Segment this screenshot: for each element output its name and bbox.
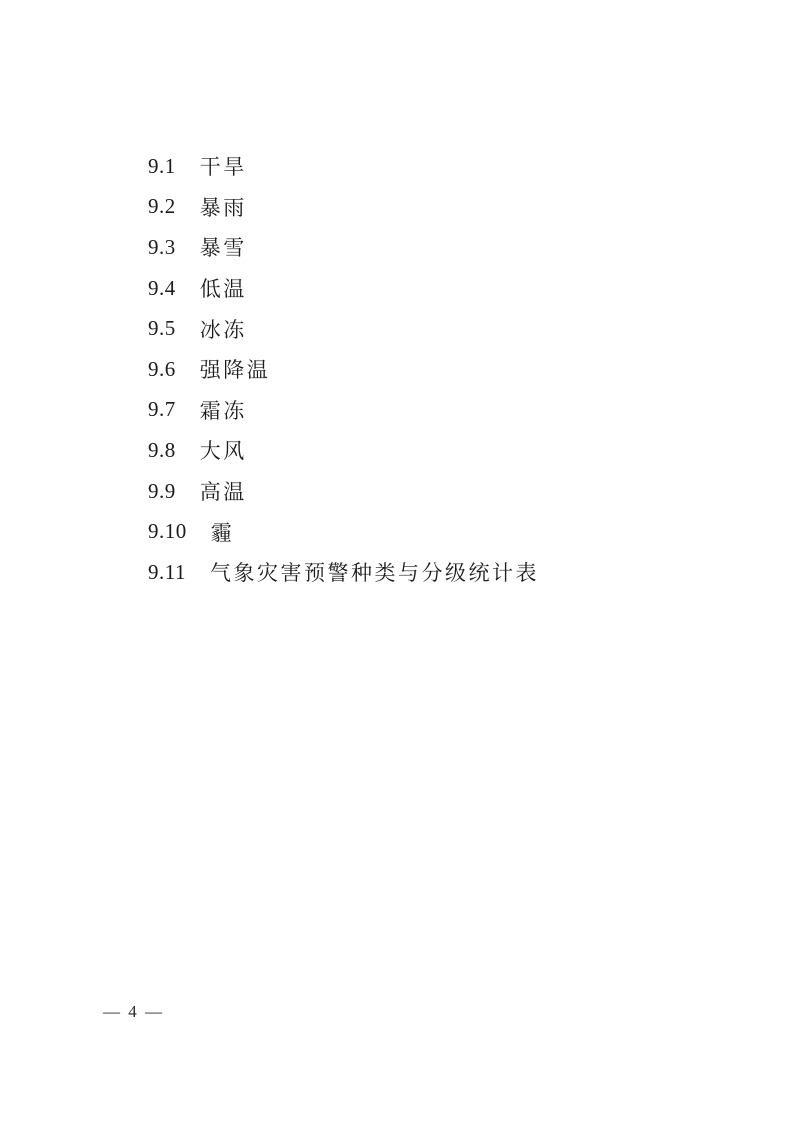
toc-entry-number: 9.7 — [148, 397, 176, 422]
toc-entry — [148, 349, 539, 390]
toc-entry-title: 暴雨 — [199, 195, 247, 220]
toc-entry-title: 冰冻 — [199, 317, 247, 342]
toc-entry-number: 9.5 — [148, 316, 176, 341]
toc-entry — [148, 268, 539, 309]
toc-entry-title: 干旱 — [199, 155, 247, 180]
page-number-footer: — 4 — — [103, 1002, 164, 1021]
toc-entry-number: 9.3 — [148, 234, 176, 259]
toc-entry-number: 9.2 — [148, 194, 176, 219]
toc-entry — [148, 471, 539, 512]
toc-entry — [148, 227, 539, 268]
toc-list — [148, 146, 539, 593]
toc-entry — [148, 552, 539, 593]
toc-entry — [148, 187, 539, 228]
toc-entry-title: 气象灾害预警种类与分级统计表 — [209, 561, 539, 586]
toc-entry-title: 低温 — [199, 277, 247, 302]
toc-entry-number: 9.11 — [148, 559, 186, 584]
toc-entry-title: 大风 — [199, 439, 247, 464]
toc-entry-title: 高温 — [199, 480, 247, 505]
toc-entry-number: 9.10 — [148, 519, 187, 544]
toc-entry-number: 9.9 — [148, 478, 176, 503]
toc-entry — [148, 511, 539, 552]
toc-entry-title: 强降温 — [199, 358, 271, 383]
toc-entry-number: 9.8 — [148, 437, 176, 462]
toc-entry — [148, 146, 539, 187]
toc-entry-number: 9.1 — [148, 153, 176, 178]
toc-entry — [148, 390, 539, 431]
toc-entry-title: 霾 — [210, 520, 235, 545]
toc-entry — [148, 430, 539, 471]
toc-entry-number: 9.6 — [148, 356, 176, 381]
toc-entry-title: 暴雪 — [199, 236, 247, 261]
toc-entry-title: 霜冻 — [199, 398, 247, 423]
toc-entry-number: 9.4 — [148, 275, 176, 300]
toc-entry — [148, 308, 539, 349]
